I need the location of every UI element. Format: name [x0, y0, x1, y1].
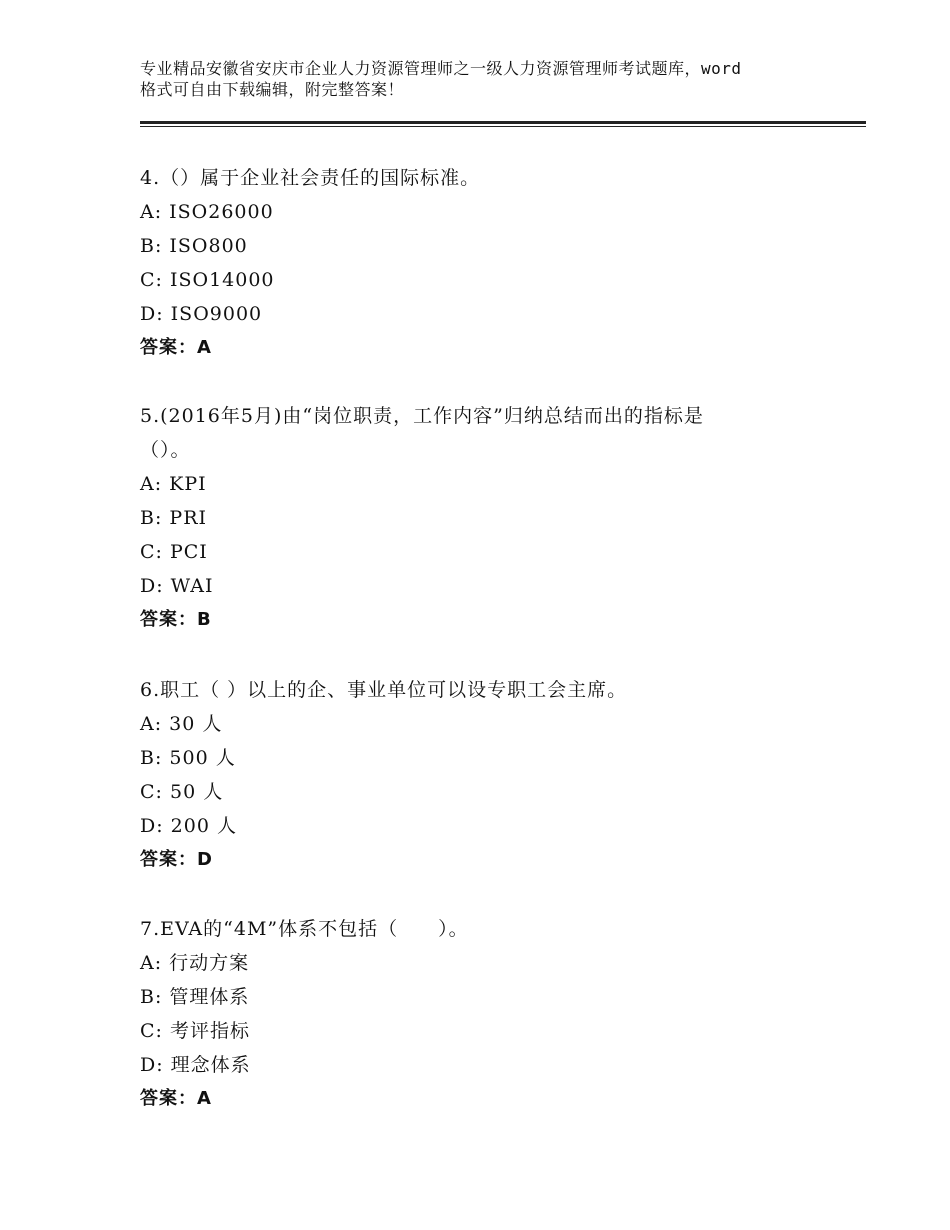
question-5	[140, 399, 840, 637]
option-a: A: 行动方案	[140, 952, 250, 974]
question-6	[140, 673, 840, 877]
question-4	[140, 161, 840, 365]
option-a: A: 30 人	[140, 713, 223, 735]
option-b: B: ISO800	[140, 235, 248, 257]
option-d: D: ISO9000	[140, 303, 263, 325]
option-c: C: ISO14000	[140, 269, 275, 291]
option-b: B: 500 人	[140, 747, 236, 769]
answer-label: 答案：A	[140, 337, 212, 358]
answer-label: 答案：A	[140, 1088, 212, 1109]
document-header	[140, 58, 830, 100]
question-stem: 6.职工（ ）以上的企、事业单位可以设专职工会主席。	[140, 679, 628, 701]
option-d: D: WAI	[140, 575, 214, 597]
option-c: C: PCI	[140, 541, 208, 563]
option-c: C: 考评指标	[140, 1020, 250, 1042]
question-7	[140, 912, 840, 1116]
header-divider-thick	[140, 121, 866, 124]
header-line-1: 专业精品安徽省安庆市企业人力资源管理师之一级人力资源管理师考试题库，word	[140, 59, 742, 78]
option-a: A: ISO26000	[140, 201, 274, 223]
question-stem: 4.（）属于企业社会责任的国际标准。	[140, 167, 481, 189]
option-b: B: 管理体系	[140, 986, 250, 1008]
answer-label: 答案：D	[140, 849, 213, 870]
header-divider-thin	[140, 126, 866, 127]
option-c: C: 50 人	[140, 781, 224, 803]
question-stem: 5.(2016年5月)由“岗位职责，工作内容”归纳总结而出的指标是	[140, 405, 704, 427]
option-b: B: PRI	[140, 507, 207, 529]
option-a: A: KPI	[140, 473, 207, 495]
question-stem: 7.EVA的“4M”体系不包括（ ）。	[140, 918, 469, 940]
question-stem-continuation: （）。	[140, 439, 191, 461]
header-line-2: 格式可自由下载编辑，附完整答案！	[140, 80, 405, 99]
answer-label: 答案：B	[140, 609, 212, 630]
option-d: D: 理念体系	[140, 1054, 251, 1076]
option-d: D: 200 人	[140, 815, 237, 837]
